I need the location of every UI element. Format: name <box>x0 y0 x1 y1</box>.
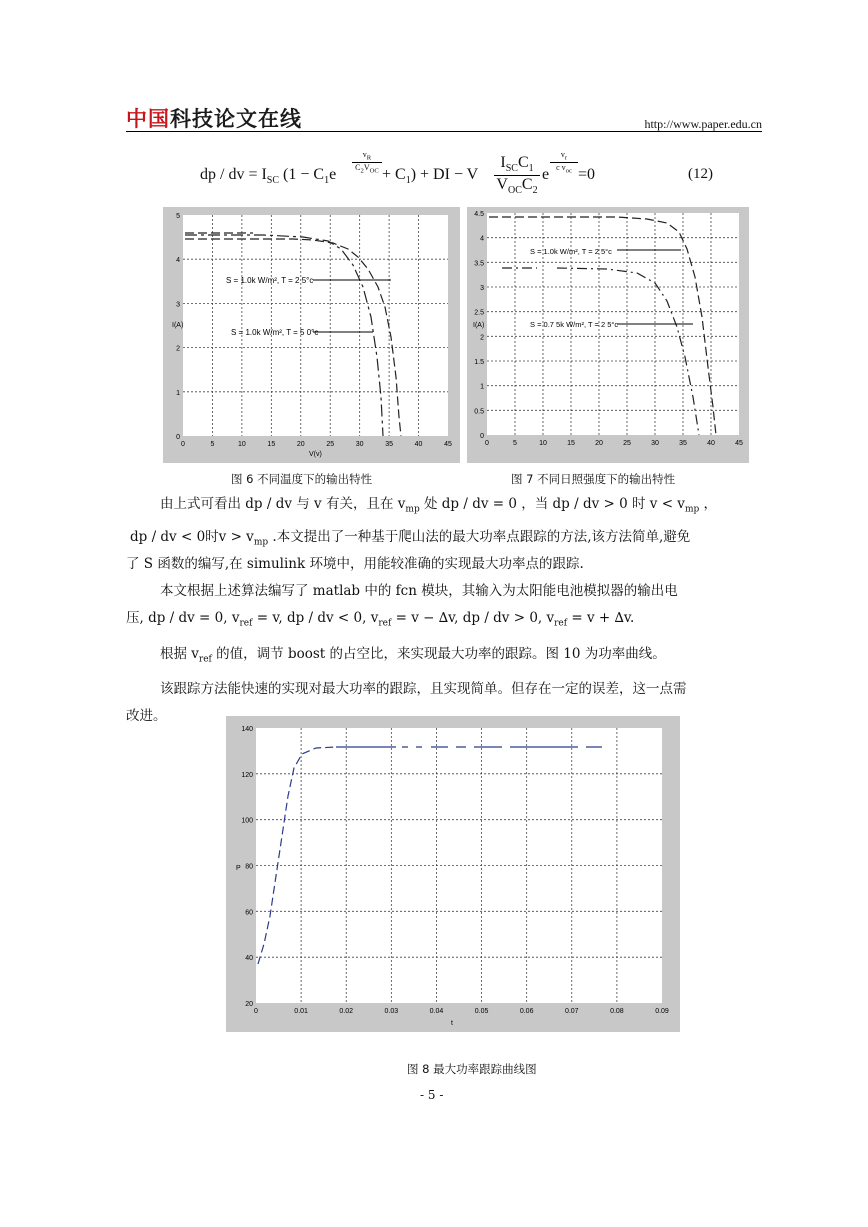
paragraph-2-line-2 <box>126 605 760 638</box>
fig6-plot-area <box>183 215 448 436</box>
fig8-x-tick-label: 0.05 <box>474 1008 489 1015</box>
figure-8-caption: 图 8 最大功率跟踪曲线图 <box>407 1062 537 1076</box>
fig7-x-tick-label: 15 <box>567 440 575 447</box>
fig6-x-tick-label: 15 <box>267 441 276 448</box>
fig7-x-tick-label: 35 <box>679 440 687 447</box>
equation-number: (12) <box>688 166 713 182</box>
eq-frac-den: V <box>496 176 508 194</box>
eq-mid3: ) + DI − V <box>410 166 479 183</box>
page-number: - 5 - <box>420 1088 444 1102</box>
fig7-x-tick-label: 30 <box>651 440 659 447</box>
eq-frac-den2-sub: 2 <box>532 185 538 197</box>
eq-e2: e <box>542 166 550 183</box>
fig8-y-tick-label: 20 <box>245 1001 253 1008</box>
p1-sub1: mp <box>405 504 420 515</box>
paragraph-4-line-2: 改进。 <box>126 708 167 724</box>
fig7-y-tick-label: 1 <box>480 383 484 391</box>
paragraph-4-line-1: 该跟踪方法能快速的实现对最大功率的跟踪，且实现简单。但存在一定的误差，这一点需 <box>160 681 687 697</box>
fig7-x-tick-label: 40 <box>707 440 715 447</box>
fig6-y-tick-label: 2 <box>176 345 180 353</box>
fig8-y-tick-label: 120 <box>241 771 253 779</box>
fig6-x-label: V(v) <box>309 451 322 458</box>
fig8-x-tick-label: 0.03 <box>384 1008 399 1015</box>
fig7-x-tick-label: 25 <box>623 440 631 447</box>
figure-6 <box>163 207 460 463</box>
p6-b: 的值，调节 boost 的占空比，来实现最大功率的跟踪。图 10 为功率曲线。 <box>211 646 666 662</box>
fig6-x-tick-label: 10 <box>237 441 246 448</box>
eq-sub-sc: SC <box>266 175 280 187</box>
fig8-x-tick-label: 0.01 <box>294 1008 308 1015</box>
p5-a: 压, dp / dv = 0, v <box>126 610 240 626</box>
p2-b: .本文提出了一种基于爬山法的最大功率点跟踪的方法,该方法简单,避免 <box>268 529 691 545</box>
figure-7 <box>467 207 749 463</box>
fig6-x-tick-label: 40 <box>414 441 423 448</box>
fig7-y-tick-label: 4 <box>480 235 484 243</box>
fig7-y-label: I(A) <box>473 322 485 329</box>
eq-exp-den-sub2: 2 <box>360 167 364 175</box>
fig8-y-tick-label: 100 <box>241 817 253 825</box>
paragraph-3 <box>130 641 764 674</box>
eq-exp2-den: c v <box>556 162 566 172</box>
fig6-label-t50: S = 1.0k W/m², T = 5 0°c <box>231 328 319 337</box>
eq-frac-den2: C <box>521 176 533 194</box>
paragraph-1-line-1 <box>130 491 764 524</box>
fig7-label-s075: S = 0.7 5k W/m², T = 2 5°c <box>530 320 619 329</box>
p5-s1: ref <box>239 618 253 629</box>
fig8-x-tick-label: 0.02 <box>339 1008 354 1015</box>
eq-exp-den: C <box>355 162 361 172</box>
fig7-x-tick-label: 45 <box>735 440 743 447</box>
logo-part-1: 中国 <box>126 107 170 131</box>
fig6-x-tick-label: 30 <box>355 441 364 448</box>
p1-a: 由上式可看出 dp / dv 与 v 有关，且在 v <box>160 496 406 512</box>
fig6-x-tick-label: 0 <box>181 441 185 448</box>
p5-c: = v − ∆v, dp / dv > 0, v <box>391 610 555 626</box>
p5-b: = v, dp / dv < 0, v <box>252 610 379 626</box>
fig7-y-tick-label: 0.5 <box>474 408 484 416</box>
p6-sub: ref <box>198 654 212 665</box>
header-url[interactable]: http://www.paper.edu.cn <box>644 117 762 131</box>
fig6-y-tick-label: 4 <box>176 257 180 265</box>
fig7-x-tick-label: 20 <box>595 440 603 447</box>
fig8-y-ticks <box>241 726 253 1008</box>
fig7-label-s10: S = 1.0k W/m², T = 2 5°c <box>530 247 612 256</box>
fig6-x-ticks <box>181 441 452 448</box>
p5-d: = v + ∆v. <box>567 610 635 626</box>
fig8-x-ticks <box>254 1008 669 1015</box>
equation-left-part <box>200 166 336 186</box>
p5-s3: ref <box>554 618 568 629</box>
p1-b: 处 dp / dv = 0 ，当 dp / dv > 0 时 v < v <box>419 496 685 512</box>
site-logo <box>126 103 302 133</box>
eq-frac-num-sub: SC <box>505 163 518 175</box>
fig7-y-tick-label: 2.5 <box>474 309 484 317</box>
fig6-label-t25: S = 1.0k W/m², T = 2 5°c <box>226 276 314 285</box>
fig6-x-tick-label: 20 <box>296 441 305 448</box>
eq-exp-num-sub: R <box>366 154 372 162</box>
fig7-x-ticks <box>485 440 743 447</box>
fig7-y-tick-label: 3.5 <box>474 260 484 268</box>
eq-exponent-2 <box>550 150 578 174</box>
figure-6-plot <box>163 207 460 463</box>
figure-7-plot <box>467 207 749 463</box>
fig6-y-tick-label: 0 <box>176 434 180 441</box>
eq-frac-den-sub: OC <box>507 185 522 197</box>
fig8-x-tick-label: 0.09 <box>655 1008 669 1015</box>
fig8-x-tick-label: 0 <box>254 1008 258 1015</box>
fig7-x-tick-label: 5 <box>513 440 517 447</box>
fig8-x-tick-label: 0.07 <box>564 1008 579 1015</box>
paragraph-1-line-3: 了 S 函数的编写,在 simulink 环境中，用能较准确的实现最大功率点的跟踪. <box>126 556 584 572</box>
fig8-x-tick-label: 0.06 <box>519 1008 534 1015</box>
eq-exp-num: v <box>362 150 367 159</box>
fig7-x-tick-label: 10 <box>539 440 547 447</box>
figure-8 <box>226 716 680 1032</box>
eq-frac-num2: C <box>517 154 529 171</box>
eq-exp2-num: v <box>560 150 565 159</box>
logo-part-2: 科技论文在线 <box>170 107 302 131</box>
fig8-y-tick-label: 40 <box>245 955 253 963</box>
figure-7-caption: 图 7 不同日照强度下的输出特性 <box>511 472 676 486</box>
fig6-y-tick-label: 1 <box>176 389 180 397</box>
fig6-x-tick-label: 25 <box>326 441 335 448</box>
fig7-x-tick-label: 0 <box>485 440 489 447</box>
paragraph-2-line-1: 本文根据上述算法编写了 matlab 中的 fcn 模块，其输入为太阳能电池模拟器的输出电 <box>160 583 678 599</box>
eq-fraction <box>494 154 540 196</box>
p6-a: 根据 v <box>160 646 199 662</box>
fig7-y-tick-label: 4.5 <box>474 211 484 218</box>
fig7-y-tick-label: 2 <box>480 334 484 342</box>
fig6-x-tick-label: 45 <box>444 441 452 448</box>
fig6-x-tick-label: 5 <box>210 441 215 448</box>
eq-lhs: dp / dv = I <box>200 166 267 183</box>
eq-exp2-den-sub: oc <box>565 167 572 175</box>
eq-rhs: =0 <box>578 166 596 183</box>
eq-exp2-num-sub: r <box>564 154 568 162</box>
fig8-y-label: P <box>236 865 241 872</box>
eq-frac-num: I <box>500 154 506 171</box>
eq-exp-den-v: V <box>363 162 370 172</box>
fig6-x-tick-label: 35 <box>385 441 394 448</box>
fig6-y-tick-label: 3 <box>176 301 180 309</box>
p2-a: dp / dv < 0时v > v <box>130 529 254 545</box>
p1-c: ， <box>699 496 718 512</box>
fig8-x-tick-label: 0.08 <box>610 1008 624 1015</box>
eq-exp-den-sub: OC <box>369 167 379 175</box>
fig8-y-tick-label: 140 <box>241 726 253 733</box>
fig6-y-label: I(A) <box>172 322 184 329</box>
fig7-y-tick-label: 3 <box>480 285 484 292</box>
fig7-y-tick-label: 0 <box>480 433 484 440</box>
fig8-x-tick-label: 0.04 <box>429 1008 444 1015</box>
p2-sub: mp <box>253 537 269 548</box>
figure-6-caption: 图 6 不同温度下的输出特性 <box>231 472 373 486</box>
header-rule <box>126 131 762 132</box>
fig8-y-tick-label: 80 <box>245 863 253 871</box>
p5-s2: ref <box>378 618 392 629</box>
eq-frac-num2-sub: 1 <box>528 163 534 175</box>
p1-sub2: mp <box>684 504 700 515</box>
figure-8-plot <box>226 716 680 1032</box>
equation-middle-part <box>382 166 478 186</box>
eq-exponent-1 <box>352 150 382 174</box>
eq-e1: e <box>329 166 337 183</box>
eq-mid2: + C <box>382 166 406 183</box>
fig7-y-tick-label: 1.5 <box>474 359 484 366</box>
fig8-y-tick-label: 60 <box>245 909 253 917</box>
fig8-x-label: t <box>451 1020 453 1027</box>
eq-sub1: 1 <box>324 175 330 187</box>
eq-mid1: (1 − C <box>279 166 325 183</box>
eq-sub1b: 1 <box>405 175 411 187</box>
fig6-y-tick-label: 5 <box>176 213 180 220</box>
